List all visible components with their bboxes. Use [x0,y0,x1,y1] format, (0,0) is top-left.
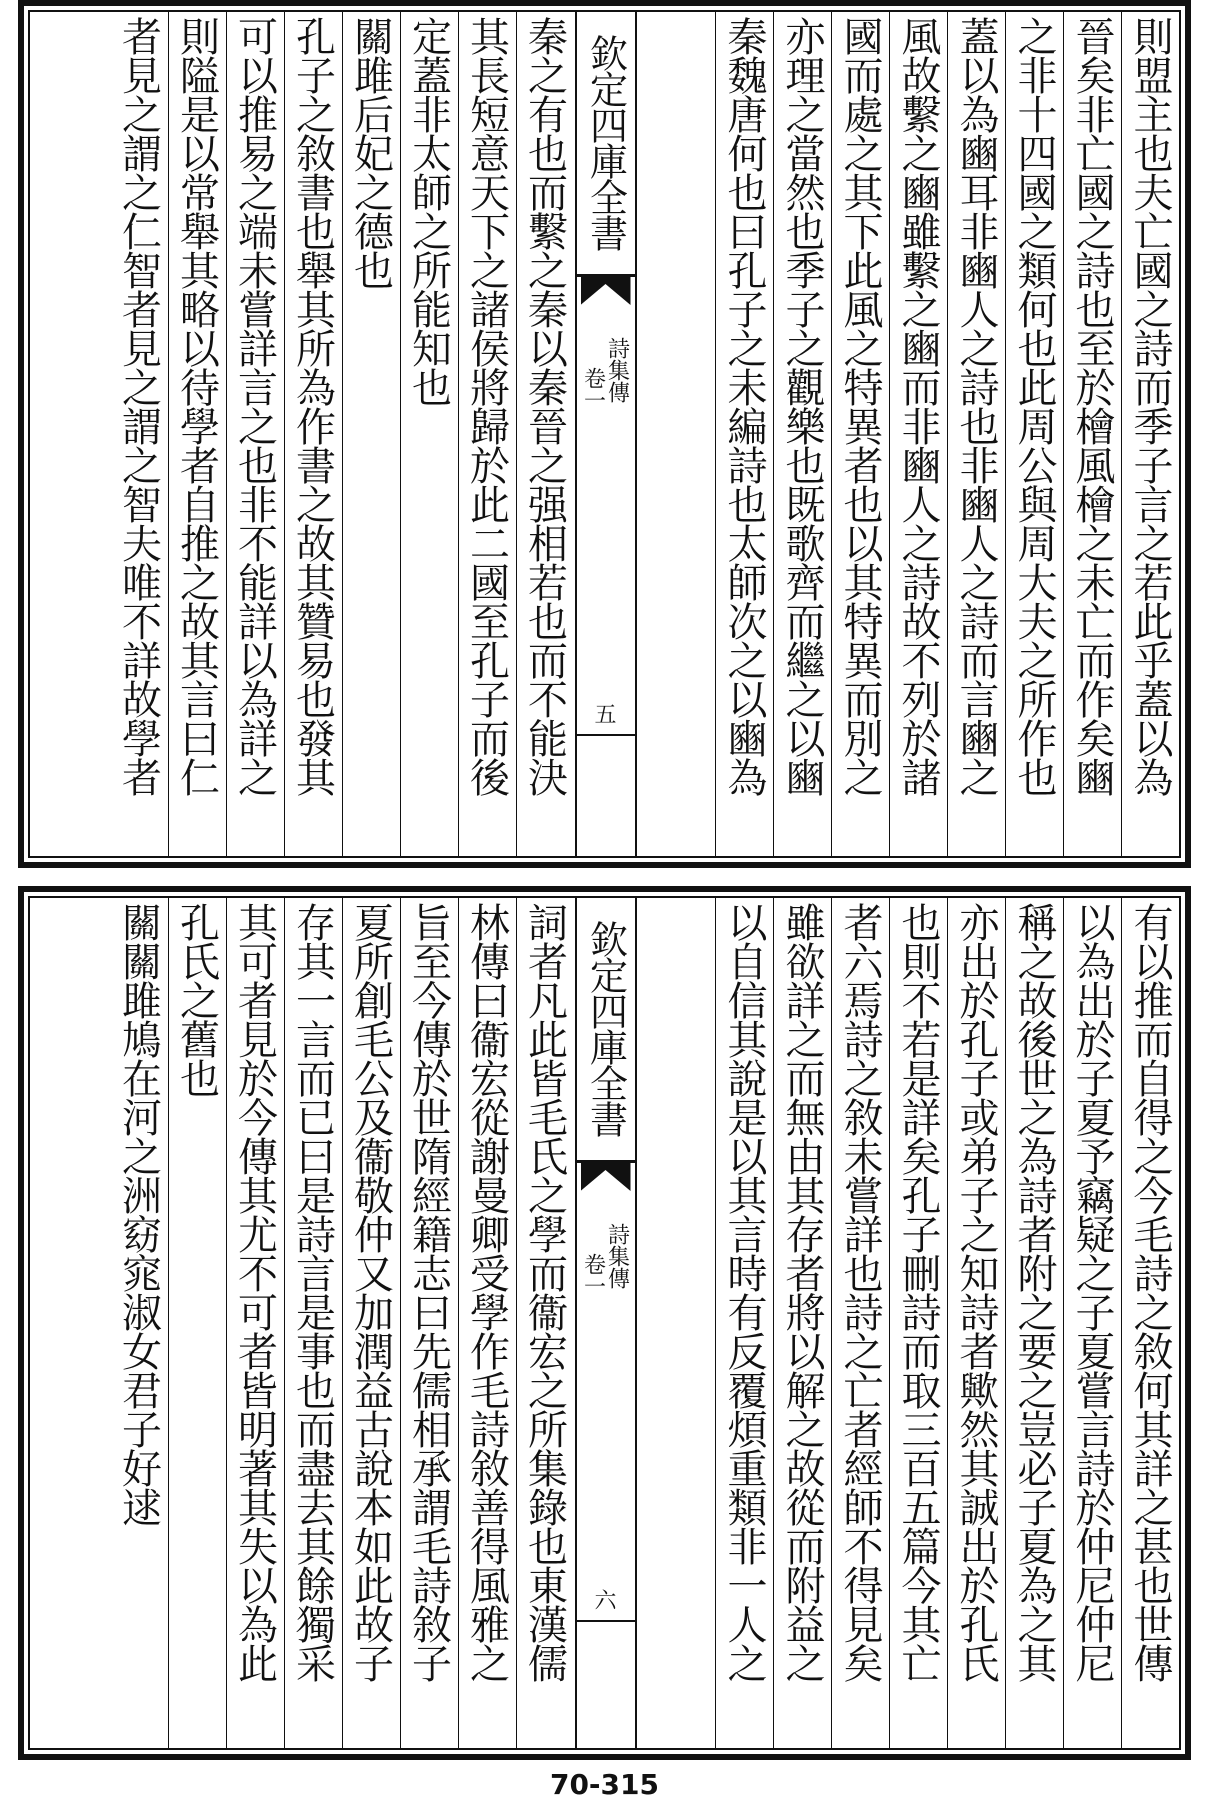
work-title: 詩集傳 [604,1223,630,1289]
text-column-right-2: 以為出於子夏予竊疑之子夏嘗言詩於仲尼仲尼 [1069,902,1115,1682]
text-column-left-7: 孔氏之舊也 [173,902,220,1097]
text-frame [28,10,1181,858]
bottom-bar [577,734,635,736]
text-column-right-8: 以自信其說是以其言時有反覆煩重類非一人之 [721,902,767,1682]
column-rule [226,12,227,856]
book-title: 欽定四庫全書 [583,34,628,250]
column-rule [342,898,343,1748]
text-column-right-3: 稱之故後世之為詩者附之要之豈必子夏為之其 [1011,902,1057,1682]
text-column-left-5: 孔子之敘書也舉其所為作書之故其贊易也發其 [289,16,336,796]
column-rule [284,898,285,1748]
column-rule [342,12,343,856]
page-footer-number: 70-315 [549,1768,660,1801]
column-rule [284,12,285,856]
text-column-left-1: 秦之有也而繫之秦以秦晉之强相若也而不能決 [521,16,568,796]
text-column-right-2: 晉矣非亡國之詩也至於檜風檜之未亡而作矣豳 [1069,16,1115,796]
fishtail-ornament [581,277,631,305]
column-rule [889,12,890,856]
column-rule [1121,12,1122,856]
column-rule [831,12,832,856]
column-rule [168,12,169,856]
text-column-right-5: 也則不若是詳矣孔子刪詩而取三百五篇今其亡 [895,902,941,1682]
text-column-left-2: 其長短意天下之諸侯將歸於此二國至孔子而後 [463,16,510,796]
column-rule [831,898,832,1748]
column-rule [947,12,948,856]
text-column-right-4: 亦出於孔子或弟子之知詩者歟然其誠出於孔氏 [953,902,999,1682]
text-column-left-3: 旨至今傳於世隋經籍志曰先儒相承謂毛詩敘子 [405,902,452,1682]
text-column-right-7: 雖欲詳之而無由其存者將以解之故從而附益之 [779,902,825,1682]
text-column-right-5: 風故繫之豳雖繫之豳而非豳人之詩故不列於諸 [895,16,941,796]
column-rule [458,898,459,1748]
text-column-left-8: 關關雎鳩在河之洲窈窕淑女君子好逑 [115,902,162,1526]
column-rule [516,898,517,1748]
text-column-left-6: 可以推易之端未嘗詳言之也非不能詳以為詳之 [231,16,278,796]
fishtail-ornament [581,1163,631,1191]
text-column-right-8: 秦魏唐何也曰孔子之未編詩也太師次之以豳為 [721,16,767,796]
column-rule [516,12,517,856]
column-rule [715,898,716,1748]
text-column-right-4: 蓋以為豳耳非豳人之詩也非豳人之詩而言豳之 [953,16,999,796]
center-heading-column [575,898,637,1748]
text-frame [28,896,1181,1750]
text-column-right-1: 有以推而自得之今毛詩之敘何其詳之甚也世傳 [1127,902,1173,1682]
text-column-left-1: 詞者凡此皆毛氏之學而衞宏之所集錄也東漢儒 [521,902,568,1682]
text-column-left-4: 夏所創毛公及衞敬仲又加潤益古說本如此故子 [347,902,394,1682]
text-column-left-7: 則隘是以常舉其略以待學者自推之故其言曰仁 [173,16,220,796]
column-rule [458,12,459,856]
text-column-left-2: 林傳曰衞宏從謝曼卿受學作毛詩敘善得風雅之 [463,902,510,1682]
text-column-right-7: 亦理之當然也季子之觀樂也既歌齊而繼之以豳 [779,16,825,796]
column-rule [773,12,774,856]
column-rule [400,12,401,856]
book-title: 欽定四庫全書 [583,920,628,1136]
center-heading-column [575,12,637,856]
column-rule [1005,898,1006,1748]
column-rule [947,898,948,1748]
text-column-left-3: 定蓋非太師之所能知也 [405,16,452,406]
column-rule [168,898,169,1748]
column-rule [1121,898,1122,1748]
text-column-left-5: 存其一言而已曰是詩言是事也而盡去其餘獨采 [289,902,336,1682]
text-column-left-4: 關雎后妃之德也 [347,16,394,289]
text-column-right-1: 則盟主也夫亡國之詩而季子言之若此乎蓋以為 [1127,16,1173,796]
fishtail-bar [577,274,635,277]
bottom-bar [577,1620,635,1622]
column-rule [889,898,890,1748]
leaf-number: 六 [594,1589,617,1614]
column-rule [1063,898,1064,1748]
column-rule [1063,12,1064,856]
column-rule [715,12,716,856]
lower-page-panel [18,886,1191,1760]
upper-page-panel [18,0,1191,868]
leaf-number: 五 [594,703,617,728]
column-rule [773,898,774,1748]
column-rule [400,898,401,1748]
text-column-left-8: 者見之謂之仁智者見之謂之智夫唯不詳故學者 [115,16,162,796]
column-rule [1005,12,1006,856]
text-column-left-6: 其可者見於今傳其尤不可者皆明著其失以為此 [231,902,278,1682]
text-column-right-6: 者六焉詩之敘未嘗詳也詩之亡者經師不得見矣 [837,902,883,1682]
fishtail-bar [577,1160,635,1163]
text-column-right-3: 之非十四國之類何也此周公與周大夫之所作也 [1011,16,1057,796]
volume-label: 卷一 [580,1253,606,1297]
text-column-right-6: 國而處之其下此風之特異者也以其特異而別之 [837,16,883,796]
volume-label: 卷一 [580,367,606,411]
work-title: 詩集傳 [604,337,630,403]
column-rule [226,898,227,1748]
